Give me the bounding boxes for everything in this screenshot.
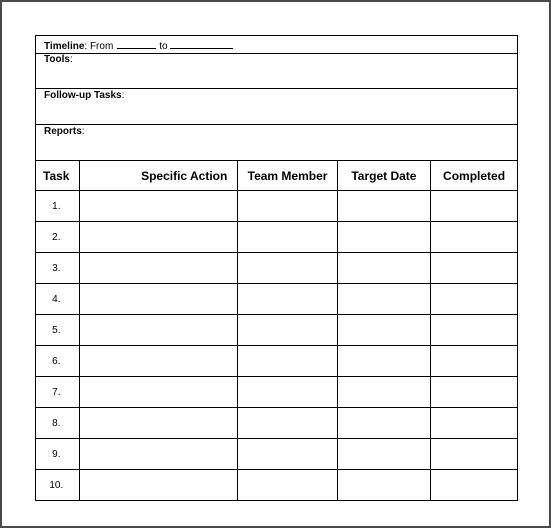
table-row (36, 346, 517, 377)
timeline-to-blank[interactable] (170, 40, 233, 49)
table-row (36, 439, 517, 470)
completed-cell[interactable] (431, 253, 517, 284)
specific-action-cell[interactable] (79, 408, 238, 439)
task-number: 8. (36, 408, 79, 439)
team-member-cell[interactable] (238, 222, 337, 253)
table-row (36, 315, 517, 346)
timeline-from-blank[interactable] (117, 40, 156, 49)
table-row (36, 408, 517, 439)
followup-label: Follow-up Tasks (44, 90, 122, 101)
target-date-cell[interactable] (337, 253, 430, 284)
timeline-label: Timeline (44, 41, 85, 52)
table-row (36, 191, 517, 222)
task-number: 7. (36, 377, 79, 408)
reports-row[interactable] (36, 124, 517, 160)
followup-row[interactable] (36, 88, 517, 124)
team-member-cell[interactable] (238, 346, 337, 377)
tools-label: Tools (44, 54, 70, 65)
target-date-cell[interactable] (337, 470, 430, 501)
reports-label: Reports (44, 126, 82, 137)
task-number: 3. (36, 253, 79, 284)
task-number: 4. (36, 284, 79, 315)
table-row (36, 222, 517, 253)
table-row (36, 377, 517, 408)
header-completed: Completed (431, 161, 517, 191)
tools-colon: : (69, 54, 73, 65)
completed-cell[interactable] (431, 346, 517, 377)
completed-cell[interactable] (431, 408, 517, 439)
timeline-to-text: to (159, 41, 168, 52)
target-date-cell[interactable] (337, 222, 430, 253)
team-member-cell[interactable] (238, 191, 337, 222)
task-number: 1. (36, 191, 79, 222)
specific-action-cell[interactable] (79, 470, 238, 501)
team-member-cell[interactable] (238, 470, 337, 501)
specific-action-cell[interactable] (79, 253, 238, 284)
target-date-cell[interactable] (337, 408, 430, 439)
header-team-member: Team Member (238, 161, 337, 191)
team-member-cell[interactable] (238, 408, 337, 439)
timeline-row (36, 36, 517, 53)
specific-action-cell[interactable] (79, 284, 238, 315)
completed-cell[interactable] (431, 377, 517, 408)
team-member-cell[interactable] (238, 284, 337, 315)
specific-action-cell[interactable] (79, 191, 238, 222)
team-member-cell[interactable] (238, 315, 337, 346)
table-header-row (36, 161, 517, 191)
tools-row[interactable] (36, 53, 517, 88)
completed-cell[interactable] (431, 222, 517, 253)
table-row (36, 470, 517, 501)
header-specific-action: Specific Action (79, 161, 238, 191)
team-member-cell[interactable] (238, 439, 337, 470)
team-member-cell[interactable] (238, 253, 337, 284)
specific-action-cell[interactable] (79, 346, 238, 377)
target-date-cell[interactable] (337, 439, 430, 470)
header-task: Task (43, 168, 70, 183)
specific-action-cell[interactable] (79, 439, 238, 470)
reports-colon: : (81, 126, 85, 137)
task-number: 10. (36, 470, 79, 501)
specific-action-cell[interactable] (79, 315, 238, 346)
target-date-cell[interactable] (337, 191, 430, 222)
specific-action-cell[interactable] (79, 222, 238, 253)
task-number: 2. (36, 222, 79, 253)
target-date-cell[interactable] (337, 377, 430, 408)
followup-colon: : (121, 90, 125, 101)
team-member-cell[interactable] (238, 377, 337, 408)
action-plan-form (35, 35, 518, 501)
target-date-cell[interactable] (337, 315, 430, 346)
target-date-cell[interactable] (337, 284, 430, 315)
task-number: 5. (36, 315, 79, 346)
target-date-cell[interactable] (337, 346, 430, 377)
header-target-date: Target Date (337, 161, 430, 191)
table-body (36, 191, 517, 501)
completed-cell[interactable] (431, 191, 517, 222)
task-number: 6. (36, 346, 79, 377)
timeline-from-text: : From (84, 41, 114, 52)
task-number: 9. (36, 439, 79, 470)
completed-cell[interactable] (431, 439, 517, 470)
tasks-table (36, 160, 517, 500)
completed-cell[interactable] (431, 315, 517, 346)
specific-action-cell[interactable] (79, 377, 238, 408)
completed-cell[interactable] (431, 284, 517, 315)
table-row (36, 253, 517, 284)
completed-cell[interactable] (431, 470, 517, 501)
table-row (36, 284, 517, 315)
